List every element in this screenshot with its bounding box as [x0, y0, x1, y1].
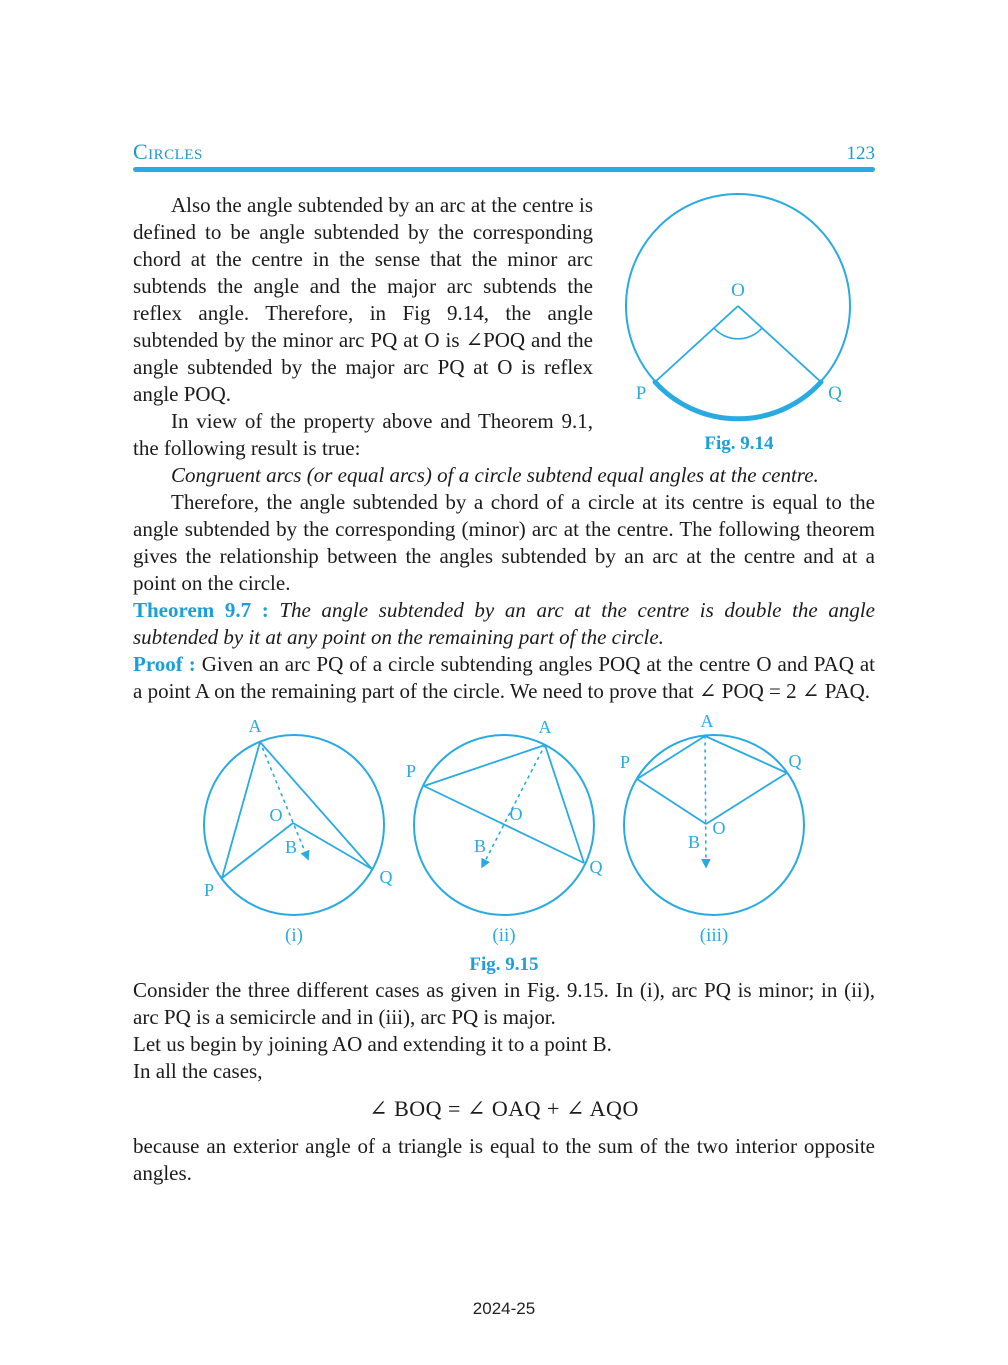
point-label-b: B: [687, 832, 701, 852]
figure-9-15-case-ii: [399, 711, 609, 947]
page-header: [133, 139, 875, 172]
circle-diagram-case-ii: [399, 711, 609, 923]
dashed-line-aob: [705, 736, 706, 867]
theorem-label: Theorem 9.7 :: [133, 598, 269, 622]
proof-text: Given an arc PQ of a circle subtending angles POQ at the centre O and PAQ at a point A on the remaining part of the circle. We need to prove that ∠ POQ = 2 ∠ PAQ.: [133, 652, 875, 703]
point-label-o: O: [509, 804, 523, 824]
theorem-9-7: [133, 597, 875, 651]
figure-9-15: [133, 711, 875, 947]
angle-arc-poq: [714, 328, 762, 339]
point-label-a: A: [248, 716, 262, 736]
paragraph-three-cases: Consider the three different cases as given in Fig. 9.15. In (i), arc PQ is minor; in (ii), arc PQ is a semicircle and in (iii), arc PQ is major.: [133, 978, 875, 1029]
paragraph-joining-ao: Let us begin by joining AO and extending it to a point B.: [133, 1032, 612, 1056]
point-label-b: B: [473, 836, 487, 856]
equation-boq: ∠ BOQ = ∠ OAQ + ∠ AQO: [369, 1096, 639, 1121]
proof-label: Proof :: [133, 652, 196, 676]
point-label-q: Q: [589, 857, 603, 877]
paragraph-in-all-cases: In all the cases,: [133, 1059, 263, 1083]
point-label-a: A: [700, 711, 714, 731]
point-label-o: O: [731, 280, 745, 301]
figure-9-14: [603, 182, 875, 456]
point-label-p: P: [619, 752, 631, 772]
chapter-title: Circles: [133, 139, 203, 164]
point-label-a: A: [538, 717, 552, 737]
page-number: 123: [846, 143, 875, 164]
figure-9-15-case-iii: [609, 711, 819, 947]
point-label-p: P: [405, 761, 417, 781]
point-label-p: P: [635, 383, 647, 404]
edition-footer: 2024-25: [472, 1299, 536, 1318]
figure-caption-9-15: Fig. 9.15: [469, 954, 539, 975]
point-label-o: O: [712, 818, 726, 838]
point-label-o: O: [269, 805, 283, 825]
circle-diagram-case-i: [189, 711, 399, 923]
point-label-q: Q: [379, 867, 393, 887]
circle-diagram-case-iii: [609, 711, 819, 923]
minor-arc-pq: [655, 382, 821, 419]
header-divider: [133, 167, 875, 172]
paragraph-in-view: In view of the property above and Theorem 9.1, the following result is true:: [133, 409, 593, 460]
point-label-q: Q: [828, 383, 842, 404]
paragraph-therefore: Therefore, the angle subtended by a chord of a circle at its centre is equal to the angle subtended by the corresponding (minor) arc at the centre. The following theorem gives the relationship between the angles subtended by an arc at the centre and at a point on the circle.: [133, 490, 875, 595]
diameter-pq: [424, 786, 584, 863]
theorem-text: The angle subtended by an arc at the centre is double the angle subtended by it at any point on the remaining part of the circle.: [133, 598, 876, 649]
point-label-b: B: [284, 837, 298, 857]
subfigure-label-iii: (iii): [699, 925, 729, 946]
figure-caption-9-14: Fig. 9.14: [704, 433, 774, 454]
subfigure-label-ii: (ii): [492, 925, 516, 946]
point-label-q: Q: [788, 751, 802, 771]
section-arc-angle: [133, 192, 875, 462]
point-label-p: P: [203, 880, 215, 900]
congruent-arcs-result: Congruent arcs (or equal arcs) of a circle subtend equal angles at the centre.: [171, 463, 819, 487]
circle-diagram-9-14: [603, 182, 873, 430]
figure-9-15-case-i: [189, 711, 399, 947]
paragraph-exterior-angle: because an exterior angle of a triangle is equal to the sum of the two interior opposite angles.: [133, 1134, 875, 1185]
paragraph-arc-definition: Also the angle subtended by an arc at the centre is defined to be angle subtended by the corresponding chord at the centre in the sense that the minor arc subtends the angle and the major arc subtends the reflex angle. Therefore, in Fig 9.14, the angle subtended by the minor arc PQ at O is ∠POQ and the angle subtended by the major arc PQ at O is reflex angle POQ.: [133, 193, 593, 406]
proof-paragraph: [133, 651, 875, 705]
subfigure-label-i: (i): [285, 925, 303, 946]
